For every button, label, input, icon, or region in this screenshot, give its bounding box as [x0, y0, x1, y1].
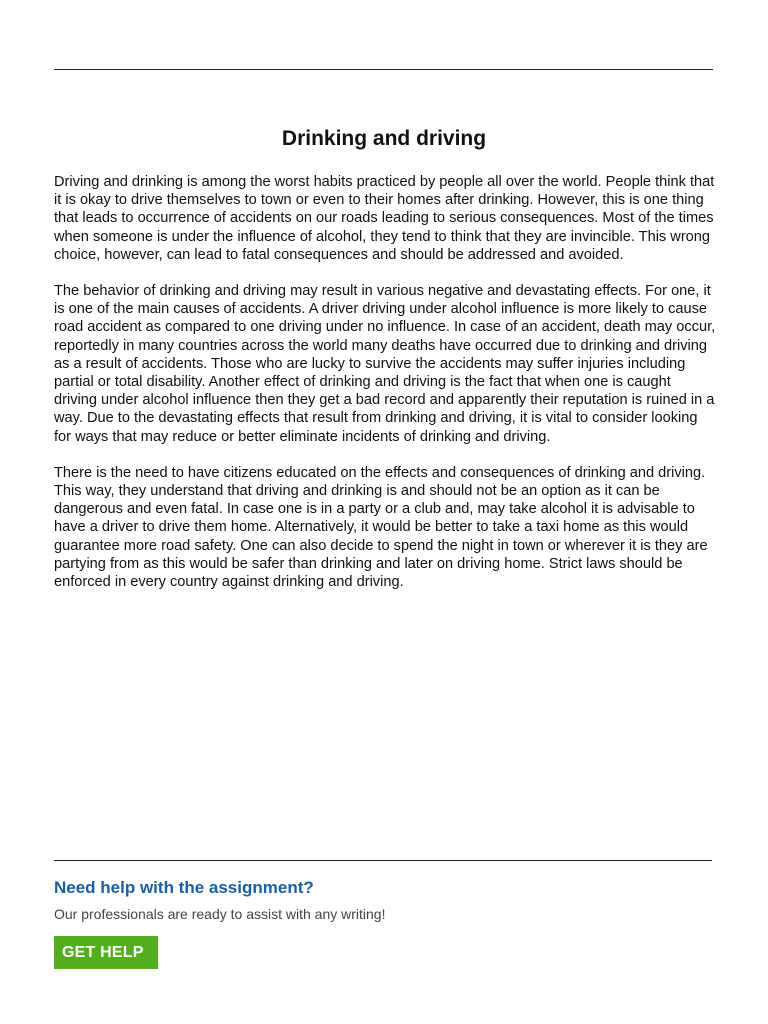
get-help-button[interactable]: GET HELP [54, 936, 158, 969]
bottom-divider [54, 860, 712, 861]
help-heading: Need help with the assignment? [54, 878, 314, 897]
paragraph-1: Driving and drinking is among the worst habits practiced by people all over the world. People think that it is okay to drive themselves to town or even to their homes after drinking. However, this is one thing that leads to occurrence of accidents on our roads leading to serious consequences. Most of the times when someone is under the influence of alcohol, they tend to think that they are invincible. This wrong choice, however, can lead to fatal consequences and should be addressed and avoided. [54, 174, 715, 263]
document-body [54, 173, 716, 609]
top-divider [54, 69, 713, 70]
help-subtext: Our professionals are ready to assist with any writing! [54, 906, 386, 922]
paragraph-2: The behavior of drinking and driving may result in various negative and devastating effects. For one, it is one of the main causes of accidents. A driver driving under alcohol influence is more likely to cause road accident as compared to one driving under no influence. In case of an accident, death may occur, reportedly in many countries across the world many deaths have occurred due to drinking and driving as a result of accidents. Those who are lucky to survive the accidents may suffer injuries including partial or total disability. Another effect of drinking and driving is the fact that when one is caught driving under alcohol influence then they get a bad record and apparently their reputation is ruined in a way. Due to the devastating effects that result from drinking and driving, it is vital to consider looking for ways that may reduce or better eliminate incidents of drinking and driving. [54, 283, 716, 445]
paragraph-3: There is the need to have citizens educated on the effects and consequences of drinking and driving. This way, they understand that driving and drinking is and should not be an option as it can be dangerous and even fatal. In case one is in a party or a club and, may take alcohol it is advisable to have a driver to drive them home. Alternatively, it would be better to take a taxi home as this would guarantee more road safety. One can also decide to spend the night in town or wherever it is they are partying from as this would be safer than drinking and later on driving home. Strict laws should be enforced in every country against drinking and driving. [54, 464, 708, 591]
document-title: Drinking and driving [281, 127, 487, 150]
